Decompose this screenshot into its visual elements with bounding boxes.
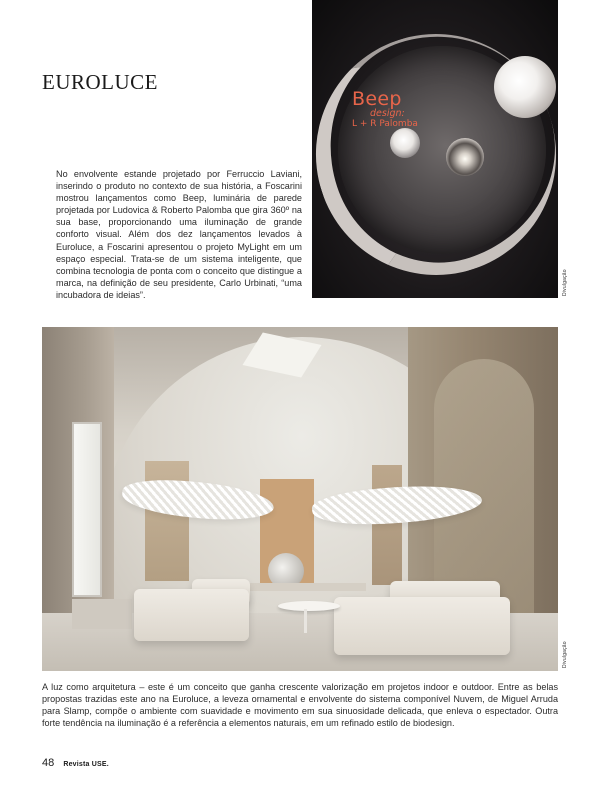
section-title: EUROLUCE	[42, 70, 158, 94]
tall-window	[72, 422, 102, 597]
nuvem-interior-photo	[42, 327, 558, 671]
beep-lamp-medium	[446, 138, 484, 176]
design-label: design:	[370, 108, 405, 119]
intro-paragraph: No envolvente estande projetado por Ferruccio Laviani, inserindo o produto no contexto de sua história, a Foscarini mostrou lançamentos como Beep, luminária de parede projetada por Ludovica & Roberto Palomba que gira 360º na sua base, proporcionando uma iluminação de grande conforto visual. Além dos dez lançamentos levados à Euroluce, a Foscarini apresentou o projeto MyLight em um espaço especial. Trata-se de um sistema inteligente, que combina tecnologia de ponta com o conceito que distingue a marca, na definição de seu presidente, Carlo Urbinati, “uma incubadora de ideias”.	[56, 169, 302, 300]
sofa-right	[334, 597, 510, 655]
wall-niche-left	[145, 461, 189, 581]
sofa-left	[134, 589, 249, 641]
beep-lamp-photo	[312, 0, 558, 298]
coffee-table	[278, 601, 340, 611]
magazine-name: Revista USE.	[63, 761, 109, 768]
photo-credit-bottom: Divulgação	[562, 641, 568, 668]
product-name: Beep	[352, 88, 402, 110]
beep-lamp-large	[494, 56, 556, 118]
coffee-table-leg	[304, 609, 307, 633]
page-footer	[42, 757, 109, 769]
designers-label: L + R Palomba	[352, 119, 418, 129]
floor-step	[72, 599, 132, 629]
low-shelf	[246, 583, 366, 591]
beep-lamp-small	[390, 128, 420, 158]
page-number: 48	[42, 757, 55, 769]
photo-light-crescent	[312, 3, 558, 298]
wall-niche-right	[372, 465, 402, 585]
caption-paragraph: A luz como arquitetura – este é um conceito que ganha crescente valorização em projetos indoor e outdoor. Entre as belas propostas trazidas este ano na Euroluce, a leveza ornamental e envolvente do sistema componível Nuvem, de Miguel Arruda para Slamp, compõe o ambiente com suavidade e movimento em sua sinuosidade delicada, que enleva o espectador. Outra forte tendência na iluminação é a referência a elementos naturais, em um refinado estilo de biodesign.	[42, 682, 558, 729]
photo-credit-top: Divulgação	[562, 269, 568, 296]
